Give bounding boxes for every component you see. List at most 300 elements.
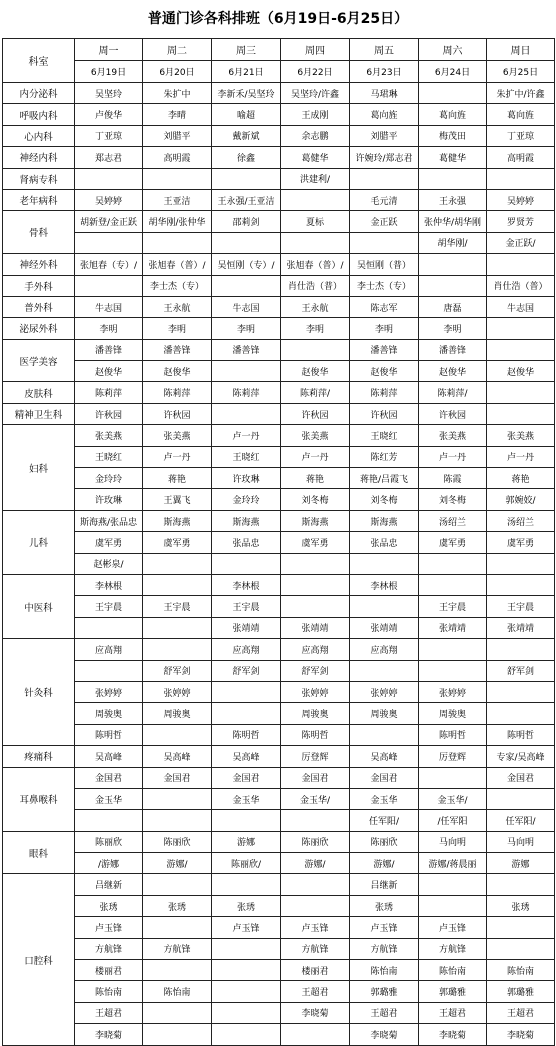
doctor-cell [212,1024,281,1045]
doctor-cell: 陈明哲 [212,724,281,745]
doctor-cell: 潘善锋 [143,339,212,360]
doctor-cell: 李晴 [143,104,212,125]
doctor-cell [212,810,281,831]
doctor-cell: 卢一丹 [143,446,212,467]
doctor-cell: 游娜/蒋晨丽 [419,853,487,874]
doctor-cell: 刘腊平 [350,125,419,146]
weekday-cell: 周日 [487,39,555,61]
doctor-cell: 王超君 [487,1002,555,1023]
doctor-cell: 金玉华 [212,788,281,809]
doctor-cell [281,189,350,210]
schedule-row [3,254,555,275]
doctor-cell [143,639,212,660]
doctor-cell: 陈明哲 [487,724,555,745]
schedule-row [3,83,555,104]
doctor-cell: 卢俊华 [75,104,143,125]
doctor-cell: 金国君 [75,767,143,788]
doctor-cell: 马向明 [419,831,487,852]
doctor-cell: 郭璐雅 [350,981,419,1002]
doctor-cell [419,574,487,595]
doctor-cell: 舒军剑 [281,660,350,681]
doctor-cell [419,767,487,788]
doctor-cell [212,361,281,382]
doctor-cell: 游娜/ [143,853,212,874]
doctor-cell: 张靖靖 [212,617,281,638]
schedule-row [3,724,555,745]
schedule-row [3,382,555,403]
doctor-cell [487,382,555,403]
doctor-cell: 李晓菊 [281,1002,350,1023]
doctor-cell: 金玉华 [75,788,143,809]
doctor-cell: 夏标 [281,211,350,232]
doctor-cell [281,895,350,916]
doctor-cell: 王晓红 [212,446,281,467]
doctor-cell: 李明 [143,318,212,339]
doctor-cell: 方航锋 [419,938,487,959]
doctor-cell: 舒军剑 [143,660,212,681]
doctor-cell: 赵俊华 [281,361,350,382]
doctor-cell: 许秋园 [75,403,143,424]
doctor-cell: 周骏奥 [281,703,350,724]
doctor-cell: 张琇 [143,895,212,916]
schedule-row [3,446,555,467]
schedule-row [3,960,555,981]
schedule-row [3,232,555,253]
doctor-cell: 邵莉剑 [212,211,281,232]
doctor-cell [350,596,419,617]
doctor-cell: 毛元清 [350,189,419,210]
department-name-cell: 心内科 [3,125,75,146]
doctor-cell: 刘冬梅 [350,489,419,510]
schedule-row [3,831,555,852]
doctor-cell: 陈明哲 [75,724,143,745]
date-cell: 6月22日 [281,61,350,83]
doctor-cell: 牛志国 [212,296,281,317]
doctor-cell: 吴高峰 [350,746,419,767]
doctor-cell: 金玉华/ [419,788,487,809]
doctor-cell: 陈莉萍/ [281,382,350,403]
doctor-cell: 虞军勇 [143,532,212,553]
doctor-cell: 葛向旌 [419,104,487,125]
department-name-cell: 肾病专科 [3,168,75,189]
doctor-cell: 舒军剑 [487,660,555,681]
doctor-cell: 卢玉锋 [212,917,281,938]
department-name-cell: 眼科 [3,831,75,874]
doctor-cell: 张美燕 [143,425,212,446]
doctor-cell: 金国君 [281,767,350,788]
schedule-row [3,339,555,360]
doctor-cell: 金国君 [143,767,212,788]
department-name-cell: 神经内科 [3,147,75,168]
weekday-cell: 周二 [143,39,212,61]
doctor-cell: 胡华刚/ [419,232,487,253]
schedule-row [3,981,555,1002]
doctor-cell: 李明 [75,318,143,339]
doctor-cell: 葛健华 [281,147,350,168]
doctor-cell: 金玉华/ [281,788,350,809]
doctor-cell: 王超君 [281,981,350,1002]
doctor-cell: 王永强 [419,189,487,210]
schedule-row [3,489,555,510]
doctor-cell: 周骏奥 [419,703,487,724]
doctor-cell [212,168,281,189]
doctor-cell: 刘冬梅 [281,489,350,510]
doctor-cell: 任军阳/ [350,810,419,831]
doctor-cell [350,232,419,253]
doctor-cell: 吴坚玲/许鑫 [281,83,350,104]
department-name-cell: 口腔科 [3,874,75,1045]
department-name-cell: 疼痛科 [3,746,75,767]
doctor-cell: 游娜/ [350,853,419,874]
doctor-cell: 卢一丹 [487,446,555,467]
doctor-cell: /游娜 [75,853,143,874]
schedule-row [3,189,555,210]
doctor-cell: /任军阳 [419,810,487,831]
doctor-cell [281,574,350,595]
department-name-cell: 老年病科 [3,189,75,210]
department-name-cell: 中医科 [3,574,75,638]
doctor-cell: 张琇 [212,895,281,916]
doctor-cell: 吴高峰 [75,746,143,767]
doctor-cell: 卢玉锋 [419,917,487,938]
doctor-cell: 李林根 [75,574,143,595]
doctor-cell: 卢玉锋 [75,917,143,938]
doctor-cell: 陈明哲 [281,724,350,745]
doctor-cell: 游娜 [212,831,281,852]
doctor-cell: 虞军勇 [75,532,143,553]
doctor-cell: 陈丽欣/ [212,853,281,874]
doctor-cell: 潘善锋 [350,339,419,360]
doctor-cell: 卢玉锋 [350,917,419,938]
doctor-cell: 卢一丹 [281,446,350,467]
doctor-cell: 李明 [419,318,487,339]
schedule-row [3,168,555,189]
doctor-cell: 陈莉萍 [350,382,419,403]
doctor-cell: 专家/吴高峰 [487,746,555,767]
schedule-row [3,553,555,574]
doctor-cell: 张靖靖 [419,617,487,638]
doctor-cell [212,1002,281,1023]
doctor-cell [75,660,143,681]
doctor-cell: 郭璐雅 [419,981,487,1002]
doctor-cell: 陈怡南 [350,960,419,981]
doctor-cell: 余志鹏 [281,125,350,146]
doctor-cell [419,275,487,296]
doctor-cell: 陈莉萍 [212,382,281,403]
doctor-cell: 王永强/王亚洁 [212,189,281,210]
doctor-cell: 陈志军 [350,296,419,317]
doctor-cell [212,874,281,895]
doctor-cell [212,275,281,296]
doctor-cell: 唐磊 [419,296,487,317]
doctor-cell: 吕继新 [350,874,419,895]
doctor-cell [143,917,212,938]
schedule-row [3,767,555,788]
doctor-cell: 高明霞 [487,147,555,168]
doctor-cell: 陈怡南 [419,960,487,981]
doctor-cell: 许玫琳 [212,468,281,489]
doctor-cell [350,553,419,574]
doctor-cell: 张美燕 [281,425,350,446]
doctor-cell: 李明 [350,318,419,339]
doctor-cell [75,168,143,189]
department-name-cell: 神经外科 [3,254,75,275]
doctor-cell: 游娜 [487,853,555,874]
doctor-cell [350,724,419,745]
schedule-row [3,125,555,146]
doctor-cell [487,254,555,275]
doctor-cell: 张琇 [487,895,555,916]
doctor-cell: 蒋艳 [143,468,212,489]
doctor-cell: 马珺琳 [350,83,419,104]
doctor-cell: 王超君 [350,1002,419,1023]
schedule-row [3,147,555,168]
doctor-cell: 葛向旌 [487,104,555,125]
doctor-cell [281,810,350,831]
doctor-cell: 潘善锋 [419,339,487,360]
doctor-cell: 金玉华 [350,788,419,809]
doctor-cell: 张婷婷 [350,681,419,702]
doctor-cell: 郑志君 [75,147,143,168]
doctor-cell: 虞军勇 [419,532,487,553]
doctor-cell: 王晓红 [350,425,419,446]
doctor-cell: 刘冬梅 [419,489,487,510]
doctor-cell: 李晓菊 [487,1024,555,1045]
doctor-cell: 舒军剑 [212,660,281,681]
doctor-cell: 厉登辉 [419,746,487,767]
doctor-cell: 李明 [212,318,281,339]
doctor-cell: 金国君 [212,767,281,788]
doctor-cell [212,703,281,724]
doctor-cell: 牛志国 [75,296,143,317]
doctor-cell: 方航锋 [143,938,212,959]
doctor-cell: 李晓菊 [75,1024,143,1045]
schedule-row [3,917,555,938]
doctor-cell: 郭璐雅 [487,981,555,1002]
schedule-row [3,703,555,724]
doctor-cell: 金玲玲 [212,489,281,510]
doctor-cell: 张婷婷 [75,681,143,702]
doctor-cell [487,339,555,360]
doctor-cell: 陈莉萍 [75,382,143,403]
doctor-cell [281,1024,350,1045]
date-cell: 6月20日 [143,61,212,83]
doctor-cell [143,1002,212,1023]
doctor-cell: 陈丽欣 [75,831,143,852]
schedule-row [3,510,555,531]
department-name-cell: 耳鼻喉科 [3,767,75,831]
doctor-cell: 李士杰（专） [143,275,212,296]
doctor-cell: 赵俊华 [419,361,487,382]
doctor-cell [143,960,212,981]
doctor-cell: 张婷婷 [143,681,212,702]
department-name-cell: 针灸科 [3,639,75,746]
doctor-cell: 张婷婷 [419,681,487,702]
doctor-cell [487,938,555,959]
doctor-cell [143,574,212,595]
doctor-cell [143,810,212,831]
doctor-cell: 卢玉锋 [281,917,350,938]
department-name-cell: 儿科 [3,510,75,574]
doctor-cell [75,232,143,253]
doctor-cell: 吴恒刚（专）/ [212,254,281,275]
doctor-cell [419,83,487,104]
doctor-cell [487,574,555,595]
doctor-cell: 应高翔 [212,639,281,660]
doctor-cell: 张靖靖 [281,617,350,638]
date-cell: 6月25日 [487,61,555,83]
doctor-cell: 高明霞 [143,147,212,168]
doctor-cell: 潘善锋 [212,339,281,360]
doctor-cell [487,403,555,424]
doctor-cell: 汤绍兰 [419,510,487,531]
department-name-cell: 普外科 [3,296,75,317]
department-name-cell: 骨科 [3,211,75,254]
doctor-cell: 陈莉萍/ [419,382,487,403]
doctor-cell: 斯海燕/张品忠 [75,510,143,531]
doctor-cell: 蒋艳 [281,468,350,489]
doctor-cell: 斯海燕 [350,510,419,531]
schedule-row [3,746,555,767]
doctor-cell: 陈红芳 [350,446,419,467]
doctor-cell: 胡新登/金正跃 [75,211,143,232]
page-title: 普通门诊各科排班（6月19日-6月25日） [147,11,409,27]
doctor-cell: 赵彬泉/ [75,553,143,574]
doctor-cell: 张品忠 [212,532,281,553]
department-name-cell: 妇科 [3,425,75,511]
department-name-cell: 手外科 [3,275,75,296]
doctor-cell: 赵俊华 [143,361,212,382]
doctor-cell: 周骏奥 [75,703,143,724]
doctor-cell: 肖仕浩（普） [281,275,350,296]
doctor-cell: 许玫琳 [75,489,143,510]
doctor-cell: 陈丽欣 [143,831,212,852]
doctor-cell: 张旭春（专）/ [75,254,143,275]
doctor-cell: 陈怡南 [143,981,212,1002]
doctor-cell [143,1024,212,1045]
doctor-cell: 周骏奥 [350,703,419,724]
doctor-cell [281,339,350,360]
doctor-cell: 吴婷婷 [75,189,143,210]
department-name-cell: 精神卫生科 [3,403,75,424]
doctor-cell [143,168,212,189]
date-cell: 6月24日 [419,61,487,83]
doctor-cell: 赵俊华 [350,361,419,382]
doctor-cell [143,788,212,809]
doctor-cell: 丁亚琼 [75,125,143,146]
header-date-row [3,61,555,83]
doctor-cell: 李林根 [212,574,281,595]
doctor-cell [212,938,281,959]
doctor-cell [487,639,555,660]
weekday-cell: 周三 [212,39,281,61]
doctor-cell: 郭婉姣/ [487,489,555,510]
doctor-cell [75,617,143,638]
dept-header-cell: 科室 [3,39,75,83]
doctor-cell: 李明 [281,318,350,339]
doctor-cell: 王翼飞 [143,489,212,510]
doctor-cell: 卢一丹 [212,425,281,446]
doctor-cell: 葛向旌 [350,104,419,125]
schedule-row [3,810,555,831]
doctor-cell [143,232,212,253]
schedule-row [3,403,555,424]
doctor-cell: 朱扩中 [143,83,212,104]
doctor-cell: 徐鑫 [212,147,281,168]
doctor-cell [281,232,350,253]
department-name-cell: 泌尿外科 [3,318,75,339]
doctor-cell: 张靖靖 [487,617,555,638]
schedule-row [3,1002,555,1023]
doctor-cell [487,318,555,339]
doctor-cell [419,254,487,275]
schedule-row [3,211,555,232]
doctor-cell: 牛志国 [487,296,555,317]
doctor-cell: 应高翔 [281,639,350,660]
doctor-cell: 张品忠 [350,532,419,553]
doctor-cell: 马向明 [487,831,555,852]
doctor-cell: 陈霞 [419,468,487,489]
doctor-cell: 王永航 [281,296,350,317]
doctor-cell [350,168,419,189]
doctor-cell: 刘腊平 [143,125,212,146]
doctor-cell: 张旭春（普）/ [281,254,350,275]
doctor-cell: 陈怡南 [487,960,555,981]
doctor-cell: 周骏奥 [143,703,212,724]
department-name-cell: 医学美容 [3,339,75,382]
doctor-cell: 张靖靖 [350,617,419,638]
doctor-cell: 李新禾/吴坚玲 [212,83,281,104]
doctor-cell [212,981,281,1002]
doctor-cell [212,232,281,253]
doctor-cell: 卢一丹 [419,446,487,467]
schedule-row [3,275,555,296]
doctor-cell: 许婉玲/郑志君 [350,147,419,168]
doctor-cell [75,275,143,296]
header-weekday-row [3,39,555,61]
doctor-cell: 吴婷婷 [487,189,555,210]
schedule-row [3,938,555,959]
doctor-cell: 陈丽欣 [350,831,419,852]
doctor-cell: 蒋艳/吕霞飞 [350,468,419,489]
doctor-cell [143,874,212,895]
doctor-cell [281,874,350,895]
schedule-row [3,574,555,595]
doctor-cell: 应高翔 [75,639,143,660]
schedule-row [3,639,555,660]
doctor-cell [419,553,487,574]
doctor-cell: 李士杰（专） [350,275,419,296]
doctor-cell: 金玲玲 [75,468,143,489]
doctor-cell: 方航锋 [75,938,143,959]
doctor-cell: 陈莉萍 [143,382,212,403]
doctor-cell [281,553,350,574]
weekday-cell: 周四 [281,39,350,61]
doctor-cell: 方航锋 [350,938,419,959]
doctor-cell: 朱扩中/许鑫 [487,83,555,104]
doctor-cell: 李晓菊 [419,1024,487,1045]
doctor-cell [75,810,143,831]
doctor-cell [487,703,555,724]
doctor-cell: 肖仕浩（普） [487,275,555,296]
doctor-cell: 张美燕 [487,425,555,446]
department-name-cell: 内分泌科 [3,83,75,104]
doctor-cell [487,168,555,189]
doctor-cell: 张琇 [75,895,143,916]
doctor-cell: 丁亚琼 [487,125,555,146]
doctor-cell [143,724,212,745]
doctor-cell: 梅茂田 [419,125,487,146]
